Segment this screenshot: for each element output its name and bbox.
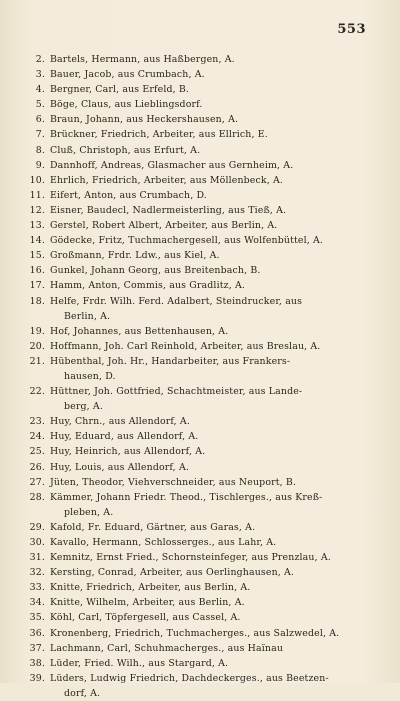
list-item [26,626,376,641]
entry-text [50,97,376,112]
entry-line: Köhl, Carl, Töpfergesell, aus Cassel, A. [50,612,241,624]
entry-number: 14. [29,235,45,247]
entry-number: 24. [29,431,45,443]
list-item [26,127,376,142]
entry-text [50,429,376,444]
list-item [26,143,376,158]
entry-number: 12. [29,204,45,216]
list-item [26,490,376,520]
entry-text [50,52,376,67]
entry-text [50,444,376,459]
entry-line: Dannhoff, Andreas, Glasmacher aus Gernheim, A. [50,159,294,171]
entry-text [50,188,376,203]
list-item [26,278,376,293]
list-item [26,671,376,701]
list-item [26,595,376,610]
list-item [26,429,376,444]
entry-number: 36. [29,627,45,639]
entry-line: Bartels, Hermann, aus Haßbergen, A. [50,54,235,65]
entry-line: Hamm, Anton, Commis, aus Gradlitz, A. [50,280,246,292]
list-item [26,475,376,490]
list-item [26,339,376,354]
entry-text [50,173,376,188]
entry-text [50,339,376,354]
entry-text [50,475,376,490]
entry-number: 11. [29,189,45,201]
list-item [26,97,376,112]
entry-number: 31. [29,552,45,564]
entry-text [50,82,376,97]
entry-line: Kavallo, Hermann, Schlosserges., aus Lahr, A. [50,537,277,548]
entry-number: 29. [29,521,45,533]
entry-number: 27. [29,476,45,488]
entry-number: 20. [29,340,45,352]
entry-line: Ehrlich, Friedrich, Arbeiter, aus Möllenbeck, A. [50,174,284,186]
entry-number: 25. [29,446,45,458]
list-item [26,444,376,459]
entry-text [50,67,376,82]
entry-number: 5. [35,99,45,111]
entry-line: Huy, Eduard, aus Allendorf, A. [50,431,199,443]
entry-list [26,52,376,701]
list-item [26,263,376,278]
entry-line: Braun, Johann, aus Heckershausen, A. [50,114,239,126]
entry-line: Huy, Chrn., aus Allendorf, A. [50,416,190,428]
list-item [26,580,376,595]
entry-line: Knitte, Friedrich, Arbeiter, aus Berlin, A. [50,582,251,594]
entry-line: Kemnitz, Ernst Fried., Schornsteinfeger, aus Prenzlau, A. [50,552,331,564]
entry-text [50,535,376,550]
entry-text [50,520,376,535]
entry-text [50,384,376,414]
entry-text [50,490,376,520]
list-item [26,112,376,127]
entry-text [50,248,376,263]
entry-text [50,626,376,641]
entry-number: 35. [29,612,45,624]
entry-number: 8. [35,144,45,156]
entry-number: 39. [29,672,45,684]
entry-text [50,278,376,293]
entry-text [50,324,376,339]
entry-text [50,460,376,475]
entry-text [50,354,376,384]
entry-line: Huy, Heinrich, aus Allendorf, A. [50,446,206,458]
entry-line: Lüders, Ludwig Friedrich, Dachdeckerges., aus Beetzen- [50,672,329,684]
entry-line: Hoffmann, Joh. Carl Reinhold, Arbeiter, aus Breslau, A. [50,340,321,352]
entry-line: Großmann, Frdr. Ldw., aus Kiel, A. [50,250,220,262]
entry-number: 26. [29,461,45,473]
list-item [26,248,376,263]
entry-text [50,233,376,248]
list-item [26,188,376,203]
list-item [26,460,376,475]
entry-number: 7. [35,129,45,141]
entry-number: 10. [29,174,45,186]
entry-text [50,550,376,565]
entry-number: 18. [29,295,45,307]
entry-number: 32. [29,567,45,579]
entry-line: Kersting, Conrad, Arbeiter, aus Oerlinghausen, A. [50,567,295,579]
entry-text [50,203,376,218]
entry-line: Eifert, Anton, aus Crumbach, D. [50,189,207,201]
entry-continuation-line: Berlin, A. [64,310,111,322]
entry-text [50,263,376,278]
entry-line: Cluß, Christoph, aus Erfurt, A. [50,144,201,156]
list-item [26,218,376,233]
list-item [26,641,376,656]
entry-line: Eisner, Baudecl, Nadlermeisterling, aus Tieß, A. [50,204,287,216]
entry-number: 16. [29,265,45,277]
list-item [26,656,376,671]
entry-line: Böge, Claus, aus Lieblingsdorf. [50,99,203,111]
entry-number: 22. [29,386,45,398]
list-item [26,294,376,324]
list-item [26,158,376,173]
list-item [26,354,376,384]
list-item [26,67,376,82]
entry-line: Knitte, Wilhelm, Arbeiter, aus Berlin, A. [50,597,245,609]
entry-line: Bauer, Jacob, aus Crumbach, A. [50,69,205,81]
entry-text [50,610,376,625]
list-item [26,520,376,535]
entry-number: 13. [29,220,45,232]
entry-continuation-line: dorf, A. [64,687,101,699]
entry-text [50,656,376,671]
entry-line: Jüten, Theodor, Viehverschneider, aus Neuport, B. [50,476,297,488]
list-item [26,82,376,97]
list-item [26,610,376,625]
entry-number: 15. [29,250,45,262]
entry-number: 3. [35,69,45,81]
entry-number: 38. [29,657,45,669]
entry-number: 19. [29,325,45,337]
entry-line: Gerstel, Robert Albert, Arbeiter, aus Berlin, A. [50,220,278,232]
entry-line: Bergner, Carl, aus Erfeld, B. [50,84,190,96]
entry-text [50,580,376,595]
entry-line: Kafold, Fr. Eduard, Gärtner, aus Garas, A. [50,521,256,533]
list-item [26,173,376,188]
page-number: 553 [337,22,366,37]
entry-text [50,143,376,158]
entry-number: 23. [29,416,45,428]
entry-number: 33. [29,582,45,594]
entry-text [50,158,376,173]
entry-line: Huy, Louis, aus Allendorf, A. [50,461,189,473]
entry-number: 17. [29,280,45,292]
entry-line: Hof, Johannes, aus Bettenhausen, A. [50,325,229,337]
entry-line: Helfe, Frdr. Wilh. Ferd. Adalbert, Steindrucker, aus [50,295,303,307]
entry-number: 2. [35,54,45,65]
list-item [26,233,376,248]
list-item [26,384,376,414]
entry-text [50,112,376,127]
entry-text [50,565,376,580]
entry-line: Brückner, Friedrich, Arbeiter, aus Ellrich, E. [50,129,268,141]
entry-text [50,218,376,233]
entry-continuation-line: pleben, A. [64,506,114,518]
entry-line: Hüttner, Joh. Gottfried, Schachtmeister, aus Lande- [50,386,303,398]
entry-continuation-line: berg, A. [64,401,103,413]
list-item [26,550,376,565]
list-item [26,324,376,339]
entry-continuation-line: hausen, D. [64,370,116,382]
entry-line: Gödecke, Fritz, Tuchmachergesell, aus Wolfenbüttel, A. [50,235,324,247]
list-item [26,52,376,67]
entry-line: Gunkel, Johann Georg, aus Breitenbach, B. [50,265,261,277]
list-item [26,203,376,218]
entry-text [50,641,376,656]
entry-line: Kämmer, Johann Friedr. Theod., Tischlerges., aus Kreß- [50,491,323,503]
entry-line: Lachmann, Carl, Schuhmacherges., aus Haïnau [50,642,284,654]
entry-number: 21. [29,355,45,367]
entry-number: 4. [35,84,45,96]
list-item [26,535,376,550]
entry-line: Hübenthal, Joh. Hr., Handarbeiter, aus Frankers- [50,355,291,367]
entry-number: 9. [35,159,45,171]
entry-number: 37. [29,642,45,654]
entry-line: Lüder, Fried. Wilh., aus Stargard, A. [50,657,229,669]
list-item [26,414,376,429]
entry-text [50,127,376,142]
entry-number: 28. [29,491,45,503]
entry-text [50,294,376,324]
entry-text [50,595,376,610]
entry-number: 30. [29,537,45,548]
entry-number: 34. [29,597,45,609]
entry-text [50,671,376,701]
entry-number: 6. [35,114,45,126]
entry-text [50,414,376,429]
list-item [26,565,376,580]
entry-line: Kronenberg, Friedrich, Tuchmacherges., aus Salzwedel, A. [50,627,340,639]
